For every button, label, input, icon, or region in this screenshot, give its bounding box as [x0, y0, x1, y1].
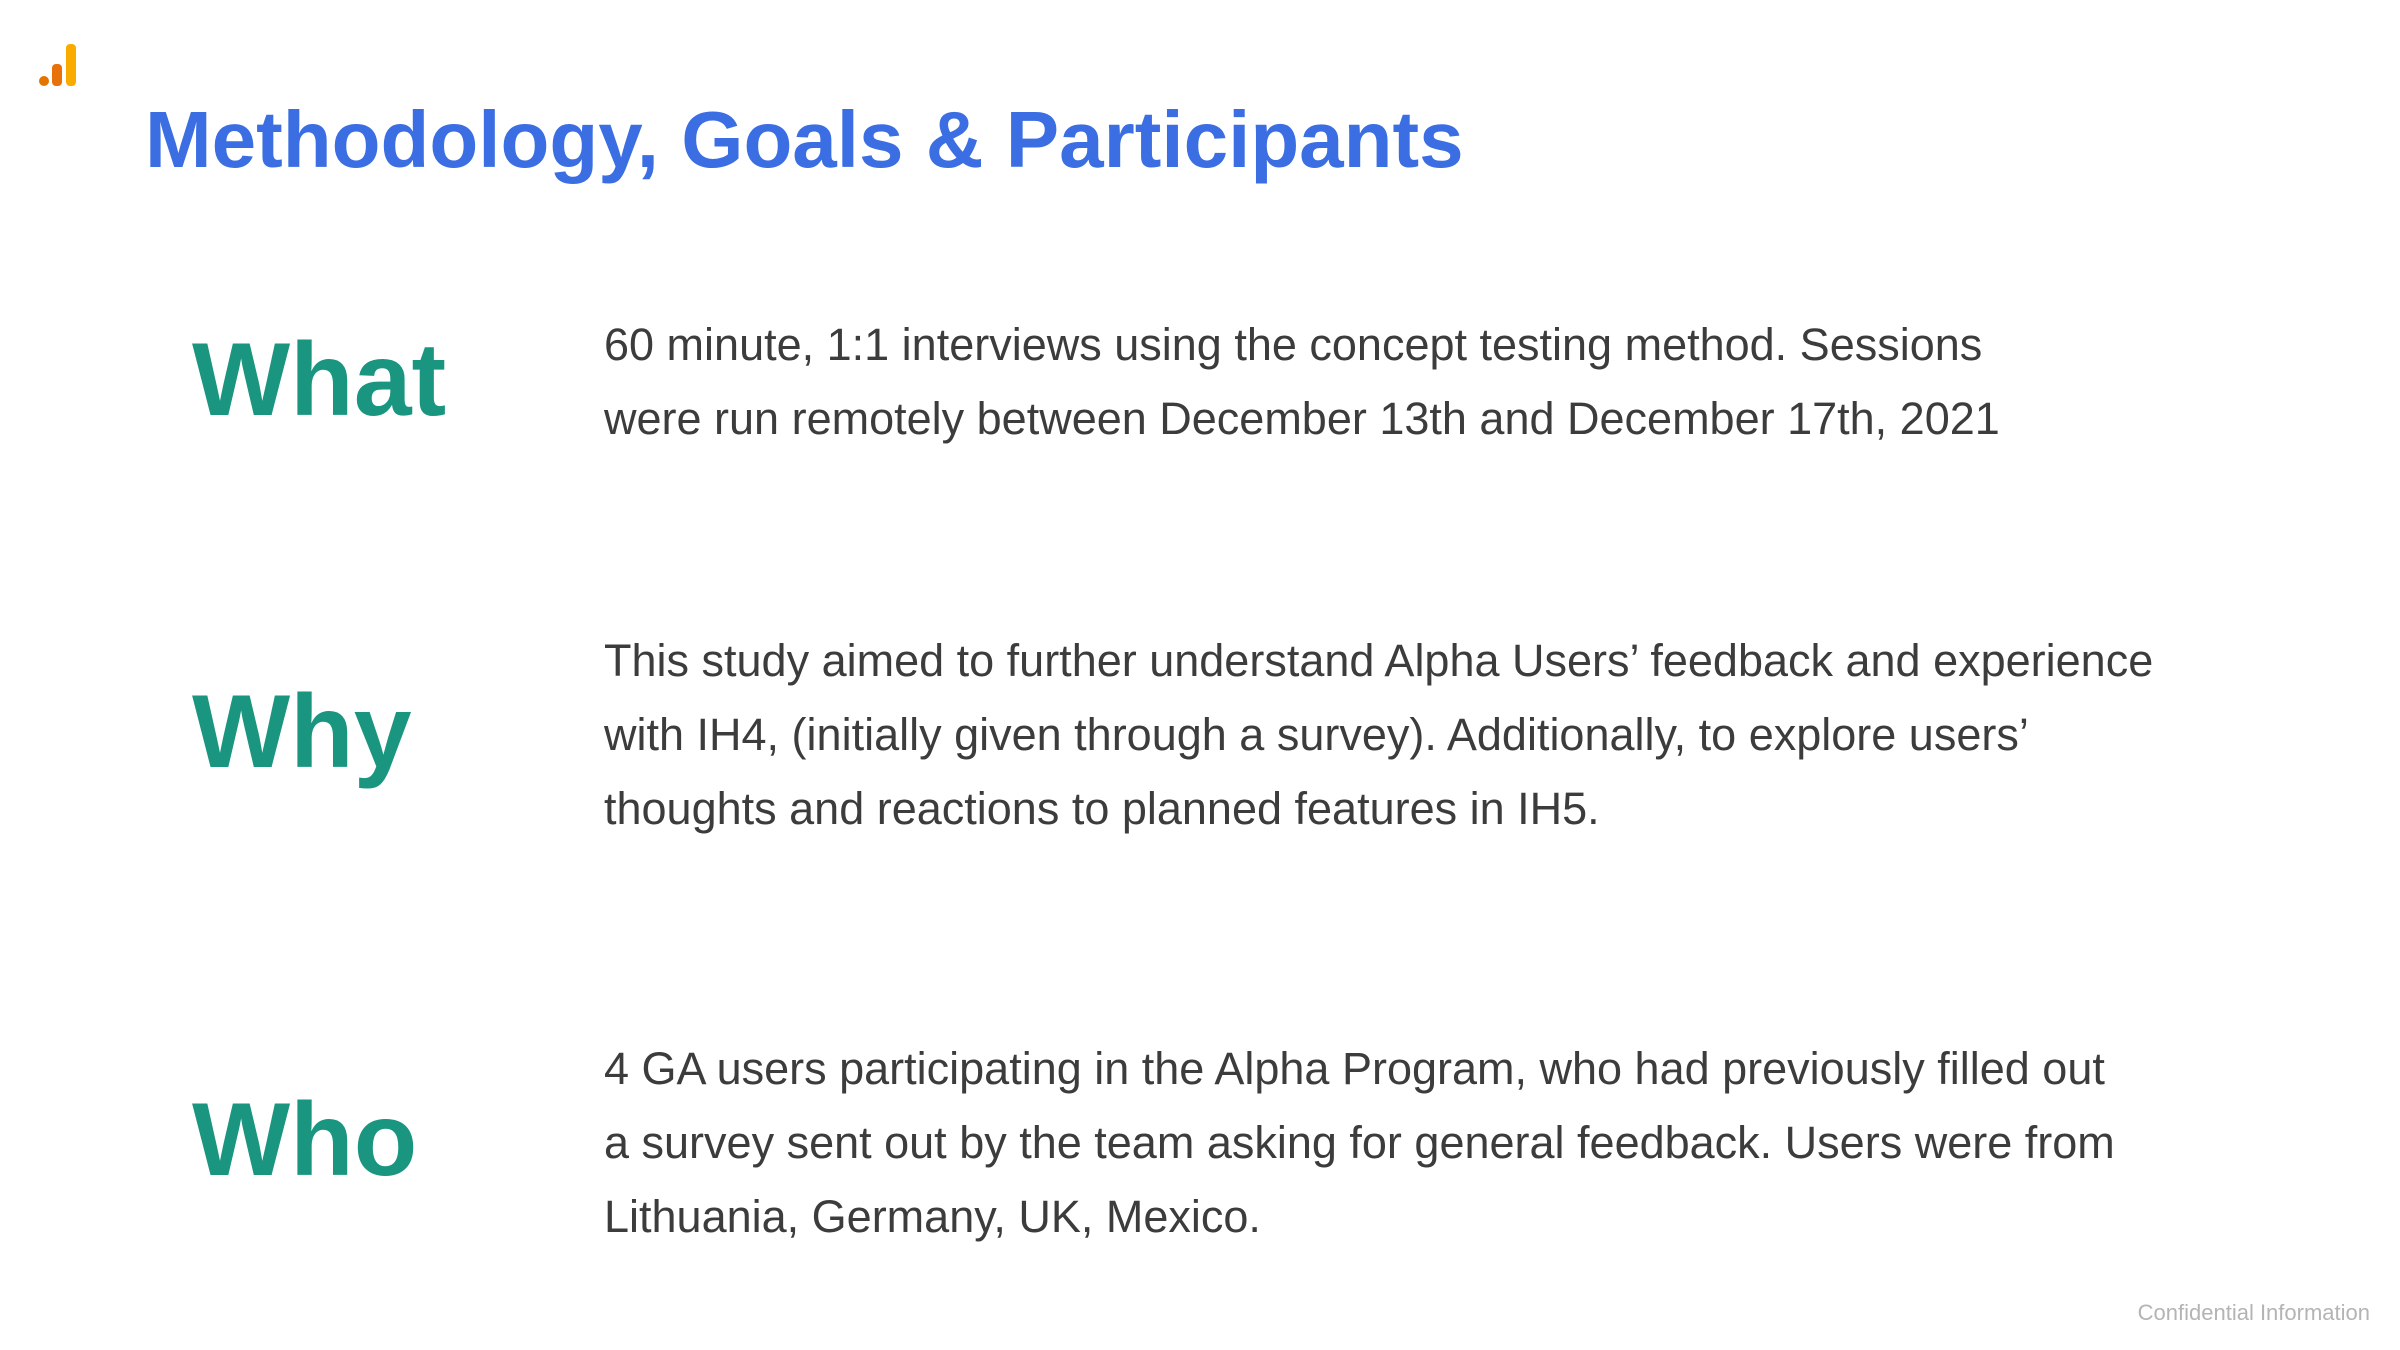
text-line: 4 GA users participating in the Alpha Program, who had previously filled out	[604, 1043, 2105, 1094]
section-text-what	[604, 308, 2284, 456]
section-label-why: Why	[192, 674, 412, 790]
logo-dot	[39, 76, 49, 86]
text-line: thoughts and reactions to planned features in IH5.	[604, 783, 1600, 834]
section-label-who: Who	[192, 1082, 418, 1198]
text-line: were run remotely between December 13th and December 17th, 2021	[604, 393, 2000, 444]
section-text-why	[604, 624, 2284, 846]
analytics-logo-icon	[38, 42, 80, 88]
text-line: 60 minute, 1:1 interviews using the concept testing method. Sessions	[604, 319, 1983, 370]
section-label-what: What	[192, 322, 447, 438]
confidential-footer: Confidential Information	[2137, 1300, 2370, 1325]
logo-bar-mid	[52, 64, 62, 86]
page-title: Methodology, Goals & Participants	[145, 95, 1464, 184]
text-line: a survey sent out by the team asking for general feedback. Users were from	[604, 1117, 2115, 1168]
text-line: Lithuania, Germany, UK, Mexico.	[604, 1191, 1261, 1242]
section-text-who	[604, 1032, 2284, 1254]
text-line: This study aimed to further understand Alpha Users’ feedback and experience	[604, 635, 2154, 686]
text-line: with IH4, (initially given through a survey). Additionally, to explore users’	[604, 709, 2029, 760]
logo-bar-tall	[66, 44, 76, 86]
